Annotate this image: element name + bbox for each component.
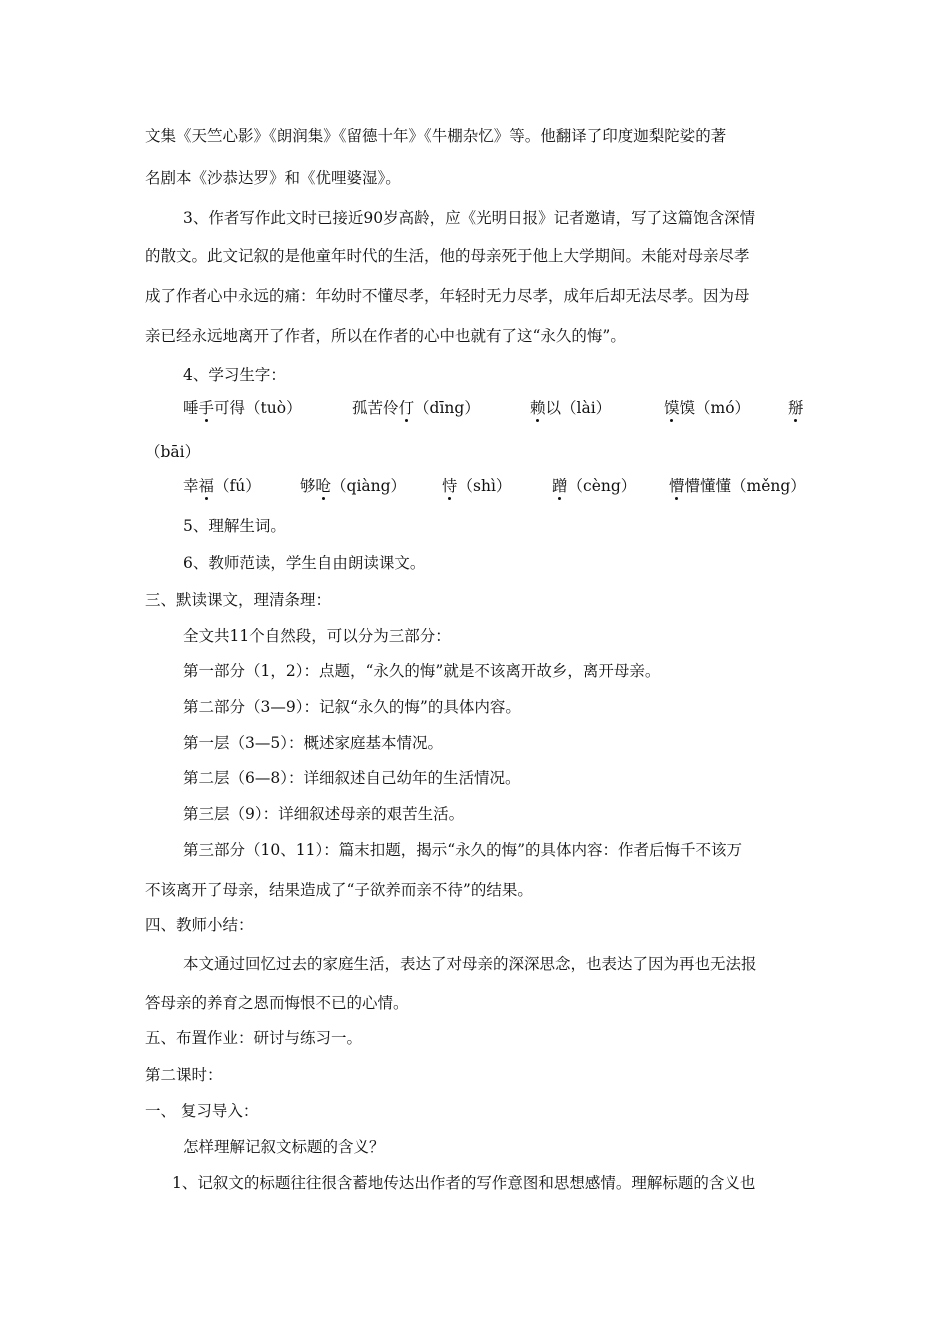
section-heading: 三、默读课文，理清条理： (145, 591, 332, 609)
section-heading: 4、学习生字： (183, 366, 286, 384)
vocab-word: 懵懵懂懂（měng） (669, 477, 806, 495)
vocab-word: 赖以（lài） (530, 399, 612, 417)
dotted-char: 仃 (398, 399, 415, 417)
dotted-char: 掰 (788, 399, 804, 417)
text-line: 全文共11个自然段，可以分为三部分： (183, 627, 451, 645)
text-line: 亲已经永远地离开了作者，所以在作者的心中也就有了这“永久的悔”。 (145, 327, 626, 345)
vocab-word (788, 398, 804, 418)
dotted-char: 赖 (530, 399, 546, 417)
vocab-word: 够呛（qiàng） (300, 477, 407, 495)
text-line: 的散文。此文记叙的是他童年时代的生活，他的母亲死于他上大学期间。未能对母亲尽孝 (145, 247, 750, 265)
section-heading: 一、 复习导入： (145, 1102, 259, 1120)
text-line: 第三部分（10、11）：篇末扣题，揭示“永久的悔”的具体内容：作者后悔千不该万 (183, 841, 743, 859)
vocab-word: 蹭（cèng） (552, 477, 637, 495)
section-heading: 四、教师小结： (145, 916, 254, 934)
dotted-char: 福 (198, 477, 215, 495)
text-line: 第一部分（1，2）：点题，“永久的悔”就是不该离开故乡，离开母亲。 (183, 662, 661, 680)
text-line: 第三层（9）：详细叙述母亲的艰苦生活。 (183, 805, 465, 823)
text-line: 1、记叙文的标题往往很含蓄地传达出作者的写作意图和思想感情。理解标题的含义也 (172, 1174, 756, 1192)
text-line: 第二部分（3—9）：记叙“永久的悔”的具体内容。 (183, 698, 521, 716)
dotted-char: 馍 (664, 399, 680, 417)
vocab-word: 孤苦伶仃（dīng） (352, 399, 480, 417)
section-heading: 第二课时： (145, 1066, 223, 1084)
vocab-word: 幸福（fú） (183, 477, 261, 495)
dotted-char: 懵 (669, 477, 685, 495)
section-heading: 五、布置作业：研讨与练习一。 (145, 1029, 363, 1047)
dotted-char: 呛 (315, 477, 332, 495)
text-line: 怎样理解记叙文标题的含义？ (183, 1138, 385, 1156)
text-line: 本文通过回忆过去的家庭生活，表达了对母亲的深深思念，也表达了因为再也无法报 (183, 955, 757, 973)
dotted-char: 蹭 (552, 477, 568, 495)
text-line: 第二层（6—8）：详细叙述自己幼年的生活情况。 (183, 769, 521, 787)
dotted-char: 手 (198, 399, 215, 417)
vocab-pinyin: （bāi） (145, 443, 201, 461)
text-line: 成了作者心中永远的痛：年幼时不懂尽孝，年轻时无力尽孝，成年后却无法尽孝。因为母 (145, 287, 750, 305)
dotted-char: 恃 (442, 477, 458, 495)
text-line: 不该离开了母亲，结果造成了“子欲养而亲不待”的结果。 (145, 881, 533, 899)
vocab-word: 唾手可得（tuò） (183, 399, 302, 417)
text-line: 5、理解生词。 (183, 517, 286, 535)
vocab-word: 馍馍（mó） (664, 399, 751, 417)
text-line: 6、教师范读，学生自由朗读课文。 (183, 554, 426, 572)
vocab-word: 恃（shì） (442, 477, 512, 495)
text-line: 名剧本《沙恭达罗》和《优哩婆湿》。 (145, 169, 401, 187)
text-line: 文集《天竺心影》《朗润集》《留德十年》《牛棚杂忆》等。他翻译了印度迦梨陀娑的著 (145, 127, 727, 145)
text-line: 答母亲的养育之恩而悔恨不已的心情。 (145, 994, 409, 1012)
text-line: 第一层（3—5）：概述家庭基本情况。 (183, 734, 443, 752)
text-line: 3、作者写作此文时已接近90岁高龄，应《光明日报》记者邀请，写了这篇饱含深情 (183, 209, 756, 227)
